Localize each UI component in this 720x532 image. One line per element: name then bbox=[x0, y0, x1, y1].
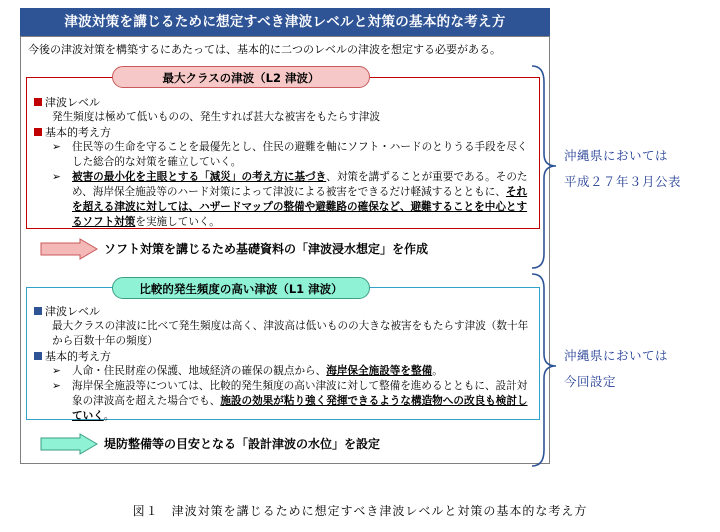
l2-arrow-text: ソフト対策を講じるため基礎資料の「津波浸水想定」を作成 bbox=[104, 242, 429, 256]
l2-bullet-1-marker: ➢ bbox=[52, 141, 61, 153]
l2-brace bbox=[532, 66, 556, 268]
l2-level-text: 発生頻度は極めて低いものの、発生すれば甚大な被害をもたらす津波 bbox=[52, 111, 380, 123]
l2-side-note bbox=[564, 146, 681, 192]
l2-bullet-1 bbox=[34, 140, 536, 170]
l1-bullet-1 bbox=[34, 364, 536, 379]
l1-basic-heading bbox=[34, 349, 536, 364]
figure-caption: 図１ 津波対策を講じるために想定すべき津波レベルと対策の基本的な考え方 bbox=[132, 504, 588, 518]
l1-content bbox=[34, 304, 536, 424]
l1-level-heading bbox=[34, 304, 536, 319]
l1-level-heading-text: 津波レベル bbox=[45, 305, 100, 318]
l1-side-note bbox=[564, 346, 668, 392]
l2-bullet-2-emphasis-2: それを超える津波に対しては、ハザードマップの整備や避難路の確保など、避難することを中心とするソフト対策 bbox=[72, 186, 528, 228]
l2-side-note-line-1: 沖縄県においては bbox=[564, 148, 669, 163]
right-braces bbox=[530, 64, 560, 472]
l1-arrow-text: 堤防整備等の目安となる「設計津波の水位」を設定 bbox=[104, 437, 381, 451]
l2-level-heading-text: 津波レベル bbox=[45, 96, 100, 109]
intro-text: 今後の津波対策を構築するにあたっては、基本的に二つのレベルの津波を想定する必要がある。 bbox=[28, 43, 501, 56]
l1-bullet-2-text-2: 。 bbox=[103, 410, 115, 422]
l2-side-note-line-2: 平成２７年３月公表 bbox=[564, 174, 682, 189]
l1-level-text: 最大クラスの津波に比べて発生頻度は高く、津波高は低いものの大きな被害をもたらす津波（数十年から百数十年の頻度） bbox=[52, 320, 529, 347]
l1-bullet-1-text-2: 。 bbox=[432, 365, 443, 377]
l2-basic-heading bbox=[34, 125, 536, 140]
l1-side-note-line-1: 沖縄県においては bbox=[564, 348, 669, 363]
l2-bullet-1-text: 住民等の生命を守ることを最優先とし、住民の避難を軸にソフト・ハードのとりうる手段を尽くした総合的な対策を確立していく。 bbox=[72, 141, 528, 168]
l1-side-note-line-2: 今回設定 bbox=[564, 374, 617, 389]
l2-bullet-2-marker: ➢ bbox=[52, 171, 61, 183]
l2-bullet-2-text-2: を実施していく。 bbox=[135, 216, 220, 228]
l1-arrow-shape bbox=[40, 433, 98, 455]
l2-title-pill: 最大クラスの津波（L2 津波） bbox=[112, 66, 370, 88]
l2-bullet-2-text-1: 、対策を講ずることが重要である。そのため、海岸保全施設等のハード対策によって津波による被害をできるだけ軽減するとともに、 bbox=[72, 171, 528, 198]
l2-level-heading bbox=[34, 95, 536, 110]
l2-bullet-2-emphasis-1: 被害の最小化を主眼とする「減災」の考え方に基づき bbox=[72, 171, 327, 183]
l2-arrow-shape bbox=[40, 238, 98, 260]
l2-bullet-2 bbox=[34, 170, 536, 230]
l1-bullet-1-text-1: 人命・住民財産の保護、地域経済の確保の観点から、 bbox=[72, 365, 327, 377]
l1-bullet-2-emphasis: 施設の効果が粘り強く発揮できるような構造物への改良も検討していく bbox=[72, 395, 528, 422]
l1-bullet-2-text-1: 海岸保全施設等については、比較的発生頻度の高い津波に対して整備を進めるとともに、設計対象の津波高を超えた場合でも、 bbox=[72, 380, 528, 407]
diagram-title: 津波対策を講じるために想定すべき津波レベルと対策の基本的な考え方 bbox=[20, 8, 550, 36]
l2-basic-heading-text: 基本的考え方 bbox=[45, 126, 111, 139]
l2-content bbox=[34, 95, 536, 230]
l1-bullet-2 bbox=[34, 379, 536, 424]
l1-bullet-1-emphasis: 海岸保全施設等を整備 bbox=[326, 365, 433, 377]
l1-bullet-1-marker: ➢ bbox=[52, 365, 61, 377]
l1-bullet-2-marker: ➢ bbox=[52, 380, 61, 392]
l1-brace bbox=[532, 274, 556, 466]
l1-basic-heading-text: 基本的考え方 bbox=[45, 350, 111, 363]
l1-title-pill: 比較的発生頻度の高い津波（L1 津波） bbox=[112, 277, 370, 299]
